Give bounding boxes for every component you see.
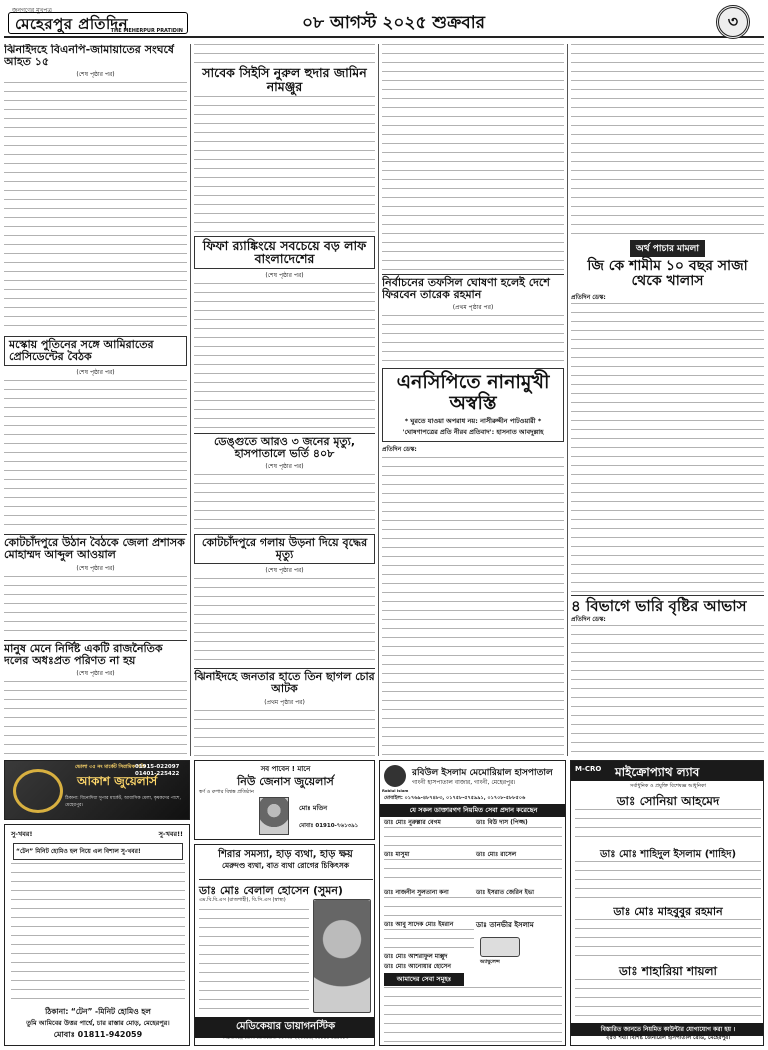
column-divider (378, 44, 379, 756)
ad-body (11, 863, 185, 1003)
article-headline[interactable]: মানুষ মেনে নির্দিষ্ট একটি রাজনৈতিক দলের অধঃপ্রত পরিণত না হয় (4, 640, 187, 667)
hospital-logo-icon (384, 765, 406, 787)
article-body (571, 625, 764, 756)
ad-new-jewellers[interactable] (194, 760, 375, 840)
ad-body (384, 929, 474, 949)
ad-owner: মোঃ মতিন (299, 804, 328, 812)
hospital-address: গাংনী হাসপাতাল বাজার, গাংনী, মেহেরপুর। (412, 779, 516, 786)
ad-address: তুমি আমিবের উত্তর পার্শ্বে, চার রাস্তার মোড়, মেহেরপুর। (26, 1019, 170, 1027)
ad-subheadline: মেরুদণ্ড ব্যথা, বাত ব্যথা রোগের চিকিৎসক (221, 861, 350, 870)
article-body (194, 44, 375, 64)
doctor-name: ডাঃ ইসরাত জেরিন ইভা (476, 889, 534, 896)
ad-ten-minute-homeo[interactable] (4, 824, 190, 1046)
ad-phone: মোবাঃ 01910-৭৬১৩৯১ (299, 823, 359, 829)
ad-phone: মোবাঃ 01811-942059 (53, 1030, 143, 1039)
ad-body (199, 909, 309, 1009)
ad-body (384, 827, 562, 847)
ad-top-line: ভোলা ৩৫ নং মার্কেট সিরামিক গলি (75, 764, 146, 770)
article-body (4, 681, 187, 756)
ad-body (384, 859, 562, 885)
doctor-name: ডাঃ শাহারিয়া শায়লা (618, 964, 718, 978)
lab-name: মাইক্রোপ্যাথ ল্যাব (615, 765, 700, 779)
article-headline[interactable]: সাবেক সিইসি নুরুল হুদার জামিন নামঞ্জুর (202, 65, 367, 94)
ad-top-line: সব পাবেন ! মানে (260, 765, 311, 773)
article-body (194, 578, 375, 668)
article-headline[interactable]: কোটচাঁদপুরে উঠান বৈঠকে জেলা প্রশাসক মোহাম্মদ আব্দুল আওয়াল (4, 534, 187, 561)
article-body (4, 380, 187, 530)
section-tag: অর্থ পাচার মামলা (630, 240, 705, 257)
article-body (571, 303, 764, 593)
ad-banner-left: সু-খবর! (11, 830, 33, 838)
ad-banner-right: সু-খবর!! (158, 830, 183, 838)
doctor-name: ডাঃ মোঃ রাসেল (476, 851, 517, 858)
page-number-badge: ৩ (716, 5, 750, 39)
doctor-name: ডাঃ আবু সাদেক মোঃ ইমরান (384, 921, 454, 928)
doctor-name: ডাঃ মোঃ মাহবুবুর রহমান (613, 905, 723, 918)
column-divider (567, 44, 568, 756)
necklace-icon (13, 769, 63, 813)
byline: প্রতিদিন ডেস্ক: (571, 293, 606, 301)
article-headline[interactable]: ডেঙ্গুতে আরও ৩ জনের মৃত্যু, হাসপাতালে ভর্তি ৪০৮ (194, 433, 375, 460)
article-headline[interactable]: ফিফা র‍্যাঙ্কিংয়ে সবচেয়ে বড় লাফ বাংলাদেশের (194, 236, 375, 270)
ad-body (384, 897, 562, 917)
column-1 (4, 44, 187, 756)
doctor-degree: এম.বি.বি.এস (রাজশাহী), বি.সি.এস (স্বাস্থ্য) (199, 897, 286, 903)
services-title: যে সকল ডাক্তারগণ নিয়মিত সেবা প্রদান করেছেন (380, 804, 566, 817)
clinic-name: মেডিকেয়ার ডায়াগনস্টিক (195, 1017, 375, 1038)
article-headline[interactable]: ৪ বিভাগে ভারি বৃষ্টির আভাস (571, 595, 764, 615)
article-body (382, 457, 564, 756)
column-4 (571, 44, 764, 756)
lead-subhead: * ঘুরতে যাওয়া অপরাধ নয়: নাসীরুদ্দীন পাটওয়ারী * (404, 416, 542, 425)
ad-robiul-hospital[interactable] (379, 760, 566, 1046)
ambulance-icon (480, 937, 520, 957)
services-heading: আমাদের সেবা সমূহঃ (384, 973, 464, 986)
tagline: জনগণের মুখপত্র (12, 7, 52, 14)
hospital-phone: মোবাইল: ০১৭৬৯-৪৮৭৪৮৩, ০১৭৫৮-৫৭৫৯৯১, ০১৭০৮-৫৮৮৫০৬ (384, 795, 526, 801)
ad-ortho-doctor[interactable] (194, 844, 375, 1046)
lead-story-box (382, 368, 564, 442)
lab-address: ২৫০ শয্যা বিশিষ্ট জেনারেল হাসপাতাল রোড, মেহেরপুর। (605, 1035, 731, 1041)
ad-micropath-lab[interactable] (570, 760, 764, 1046)
ad-headline: শিরার সমস্যা, হাড় ব্যথা, হাড় ক্ষয় (218, 849, 353, 860)
masthead-name: মেহেরপুর প্রতিদিন (15, 15, 129, 33)
doctor-name: ডাঃ মোঃ আশরাফুল মাক্সুদ (384, 953, 448, 960)
article-headline[interactable]: ঝিনাইদহে জনতার হাতে তিন ছাগল চোর আটক (194, 670, 375, 696)
article-body (194, 283, 375, 433)
ad-title: “টেন” মিনিট হোমিও হল নিয়ে এল বিশাল সু-খবর! (13, 843, 183, 860)
ad-body (384, 987, 562, 1043)
doctor-name: ডাঃ নাজনীন সুলতানা কনা (384, 889, 449, 896)
page-header (4, 4, 764, 38)
article-body (382, 44, 564, 274)
article-body (571, 44, 764, 234)
column-2 (194, 44, 375, 756)
lead-subhead: 'ঘোষণাপত্রের প্রতি নীরব প্রতিবাদ': হাসনাত আবদুল্লাহ (402, 427, 544, 436)
ad-phone: 01401-225422 (135, 771, 180, 777)
issue-date: ০৮ আগস্ট ২০২৫ শুক্রবার (302, 13, 486, 33)
ad-subtitle: স্বর্ণ ও রুপার বিশ্বস্ত প্রতিষ্ঠান (199, 789, 254, 795)
article-body (382, 315, 564, 365)
continued-label: (শেষ পৃষ্ঠার পর) (265, 463, 304, 471)
doctor-name: ডাঃ সোনিয়া আহমেদ (616, 794, 720, 808)
continued-label: (শেষ পৃষ্ঠার পর) (265, 272, 304, 279)
article-body (194, 710, 375, 756)
article-headline[interactable]: মস্কোয় পুতিনের সঙ্গে আমিরাতের প্রেসিডেন্টের বৈঠক (4, 336, 187, 366)
article-body (194, 474, 375, 534)
masthead-en: THE MEHERPUR PRATIDIN (110, 28, 183, 34)
doctor-name: ডাঃ মাসুমা (384, 851, 410, 858)
doctor-name: ডাঃ মোঃ নুরুল্লার বেগম (384, 819, 441, 826)
newspaper-page (4, 4, 764, 1046)
ad-phone: 01915-022097 (135, 764, 180, 770)
ambulance-label: অ্যাম্বুলেন্স (480, 959, 500, 965)
hospital-name: রবিউল ইসলাম মেমোরিয়াল হাসপাতাল (412, 768, 553, 778)
doctor-name: ডাঃ মোঃ বেলাল হোসেন (সুমন) (199, 879, 373, 901)
article-headline[interactable]: কোটচাঁদপুরে গলায় উড়না দিয়ে বৃদ্ধের মৃত্যু (194, 534, 375, 564)
ad-body (575, 861, 761, 899)
ad-body (575, 809, 761, 843)
ad-brand: নিউ জেনাস জুয়েলার্স (237, 775, 334, 788)
masthead[interactable] (8, 12, 188, 34)
ad-brand: আকাশ জুয়েলার্স (77, 774, 158, 788)
article-body (194, 96, 375, 236)
ad-body (575, 919, 761, 959)
column-3 (382, 44, 564, 756)
doctor-photo (313, 899, 371, 1013)
continued-label: (শেষ পৃষ্ঠার পর) (76, 369, 115, 377)
ad-address: ঠিকানা: বিনোদিয়া সুপার মার্কেট, আবাসিক মেলা, কৃষকদের পাশে, মেহেরপুর। (65, 796, 181, 808)
continued-label: (শেষ পৃষ্ঠার পর) (76, 564, 115, 572)
lab-footer: বিস্তারিত জানতে নিয়মিত কাউন্টার যোগাযোগ করা হয় । (571, 1023, 764, 1036)
doctor-name: ডাঃ মোঃ আনোয়ার হোসেন (384, 963, 451, 970)
continued-label: (শেষ পৃষ্ঠার পর) (76, 669, 115, 677)
doctor-name: ডাঃ তানভীর ইসলাম (476, 921, 534, 929)
continued-label: (প্রথম পৃষ্ঠার পর) (264, 698, 305, 706)
byline: প্রতিদিন ডেস্ক: (571, 616, 606, 624)
article-headline[interactable]: ঝিনাইদহে বিএনপি-জামায়াতের সংঘর্ষে আহত ১৫ (4, 44, 174, 69)
continued-label: (শেষ পৃষ্ঠার পর) (265, 567, 304, 575)
ad-body (575, 979, 761, 1019)
byline: প্রতিদিন ডেস্ক: (382, 445, 417, 453)
article-headline[interactable]: নির্বাচনের তফসিল ঘোষণা হলেই দেশে ফিরবেন তারেক রহমান (382, 274, 564, 301)
continued-label: (প্রথম পৃষ্ঠার পর) (452, 304, 494, 312)
article-body (4, 576, 187, 636)
continued-label: (শেষ পৃষ্ঠার পর) (76, 71, 115, 79)
lab-subtitle: সর্বাধুনিক ও প্রযুক্তি বিশেষজ্ঞ আধুনিকা (630, 783, 706, 789)
ad-akash-jewellers[interactable] (4, 760, 190, 820)
ad-address-title: ঠিকানা: “টেন” -মিনিট হোমিও হল (45, 1007, 151, 1016)
hospital-logo-text: Robiul Islam (382, 788, 409, 793)
column-divider (190, 44, 191, 756)
clinic-address: সিরাজগঞ্জে জেলা যোগাযোগ: ০১৭৩৫-২২০০৫৪, ০১৮৪৫-৫৬৫০৮৩ (222, 1036, 349, 1041)
lead-headline[interactable]: এনসিপিতে নানামুখী অস্বস্তি (396, 371, 550, 415)
article-headline[interactable]: জি কে শামীম ১০ বছর সাজা থেকে খালাস (587, 258, 748, 290)
owner-photo (259, 797, 289, 835)
doctor-name: ডাঃ মোঃ শাহিদুল ইসলাম (শাহিদ) (599, 849, 737, 860)
article-body (4, 82, 187, 332)
doctor-name: ডাঃ বিউ দাস (পিজ্জ) (476, 819, 528, 826)
lab-logo: M-CRO (575, 765, 602, 773)
